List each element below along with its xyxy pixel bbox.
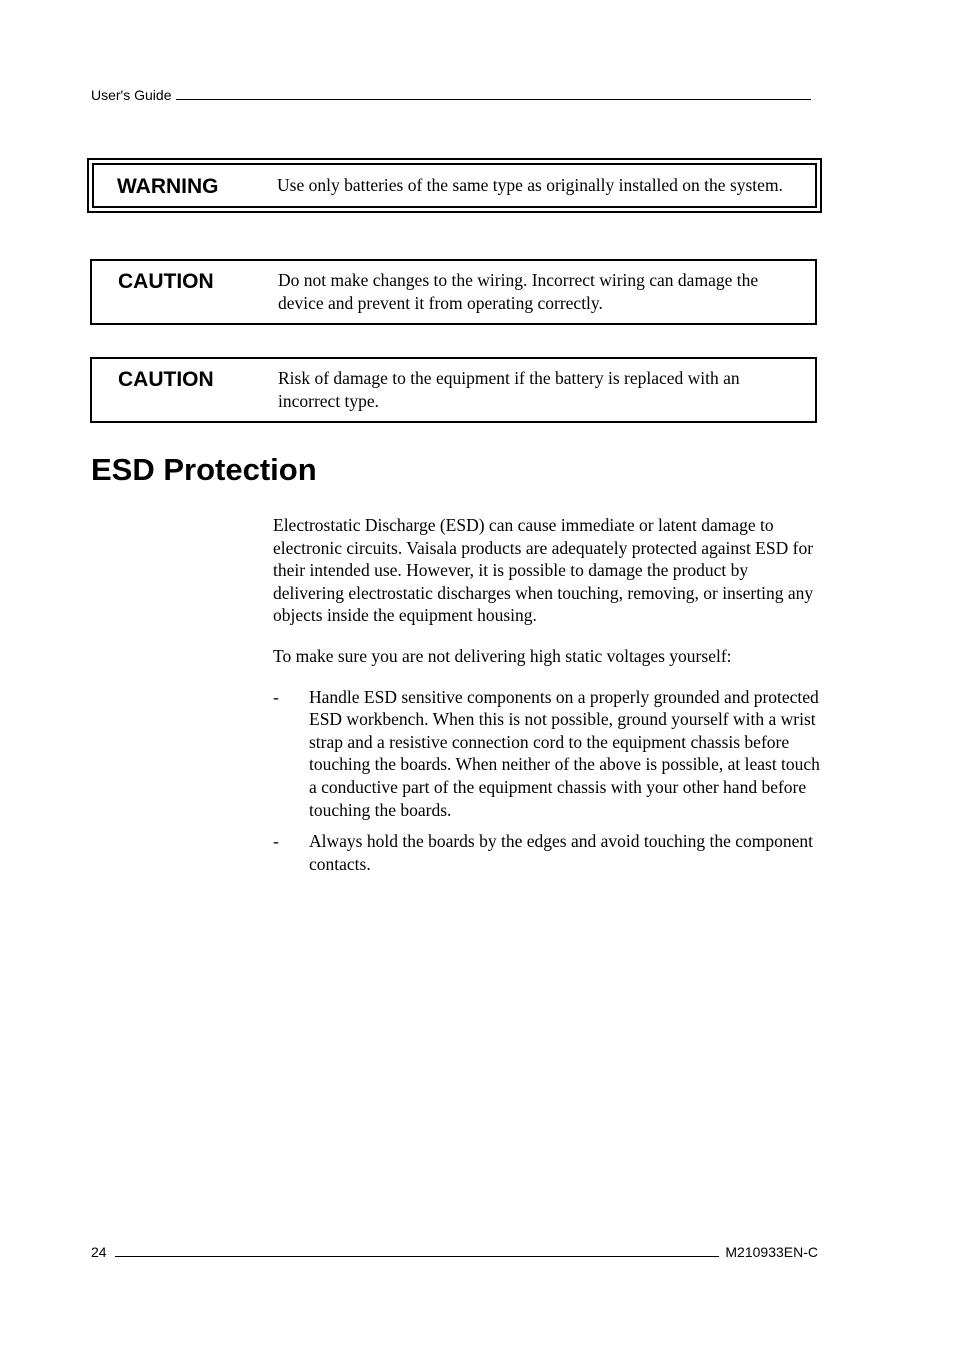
notice-label: CAUTION — [118, 270, 214, 293]
notice-label: WARNING — [117, 175, 219, 198]
paragraph: Electrostatic Discharge (ESD) can cause immediate or latent damage to electronic circuits. Vaisala products are adequately protected against ESD for their intended use. However, it is possible to damage the product by delivering electrostatic discharges when touching, removing, or inserting any objects inside the equipment housing. — [273, 515, 814, 626]
document-code: M210933EN-C — [725, 1244, 818, 1260]
footer-rule — [115, 1256, 720, 1257]
paragraph: To make sure you are not delivering high static voltages yourself: — [273, 645, 732, 666]
header-title: User's Guide — [91, 87, 172, 103]
notice-label: CAUTION — [118, 368, 214, 391]
section-title: ESD Protection — [91, 452, 317, 487]
bullet-marker: - — [273, 831, 279, 852]
notice-text: Risk of damage to the equipment if the battery is replaced with an incorrect type. — [278, 368, 740, 411]
list-item-text: Always hold the boards by the edges and avoid touching the component contacts. — [309, 831, 813, 874]
notice-text: Do not make changes to the wiring. Incorrect wiring can damage the device and prevent it from operating correctly. — [278, 270, 759, 313]
list-item — [273, 830, 821, 875]
caution-notice-battery — [90, 357, 817, 423]
list-item-text: Handle ESD sensitive components on a properly grounded and protected ESD workbench. When this is not possible, ground yourself with a wrist strap and a resistive connection cord to the equipment chassis before touching the boards. When neither of the above is possible, at least touch a conductive part of the equipment chassis with your other hand before touching the boards. — [309, 686, 820, 820]
page-header — [91, 87, 811, 103]
page-number: 24 — [91, 1244, 107, 1260]
section-body — [273, 514, 821, 884]
bullet-marker: - — [273, 686, 279, 707]
bullet-list — [273, 686, 821, 876]
warning-notice — [87, 158, 822, 213]
header-rule — [176, 99, 811, 100]
page-footer — [91, 1244, 818, 1260]
notice-text: Use only batteries of the same type as originally installed on the system. — [277, 175, 783, 195]
list-item — [273, 686, 821, 822]
caution-notice-wiring — [90, 259, 817, 325]
